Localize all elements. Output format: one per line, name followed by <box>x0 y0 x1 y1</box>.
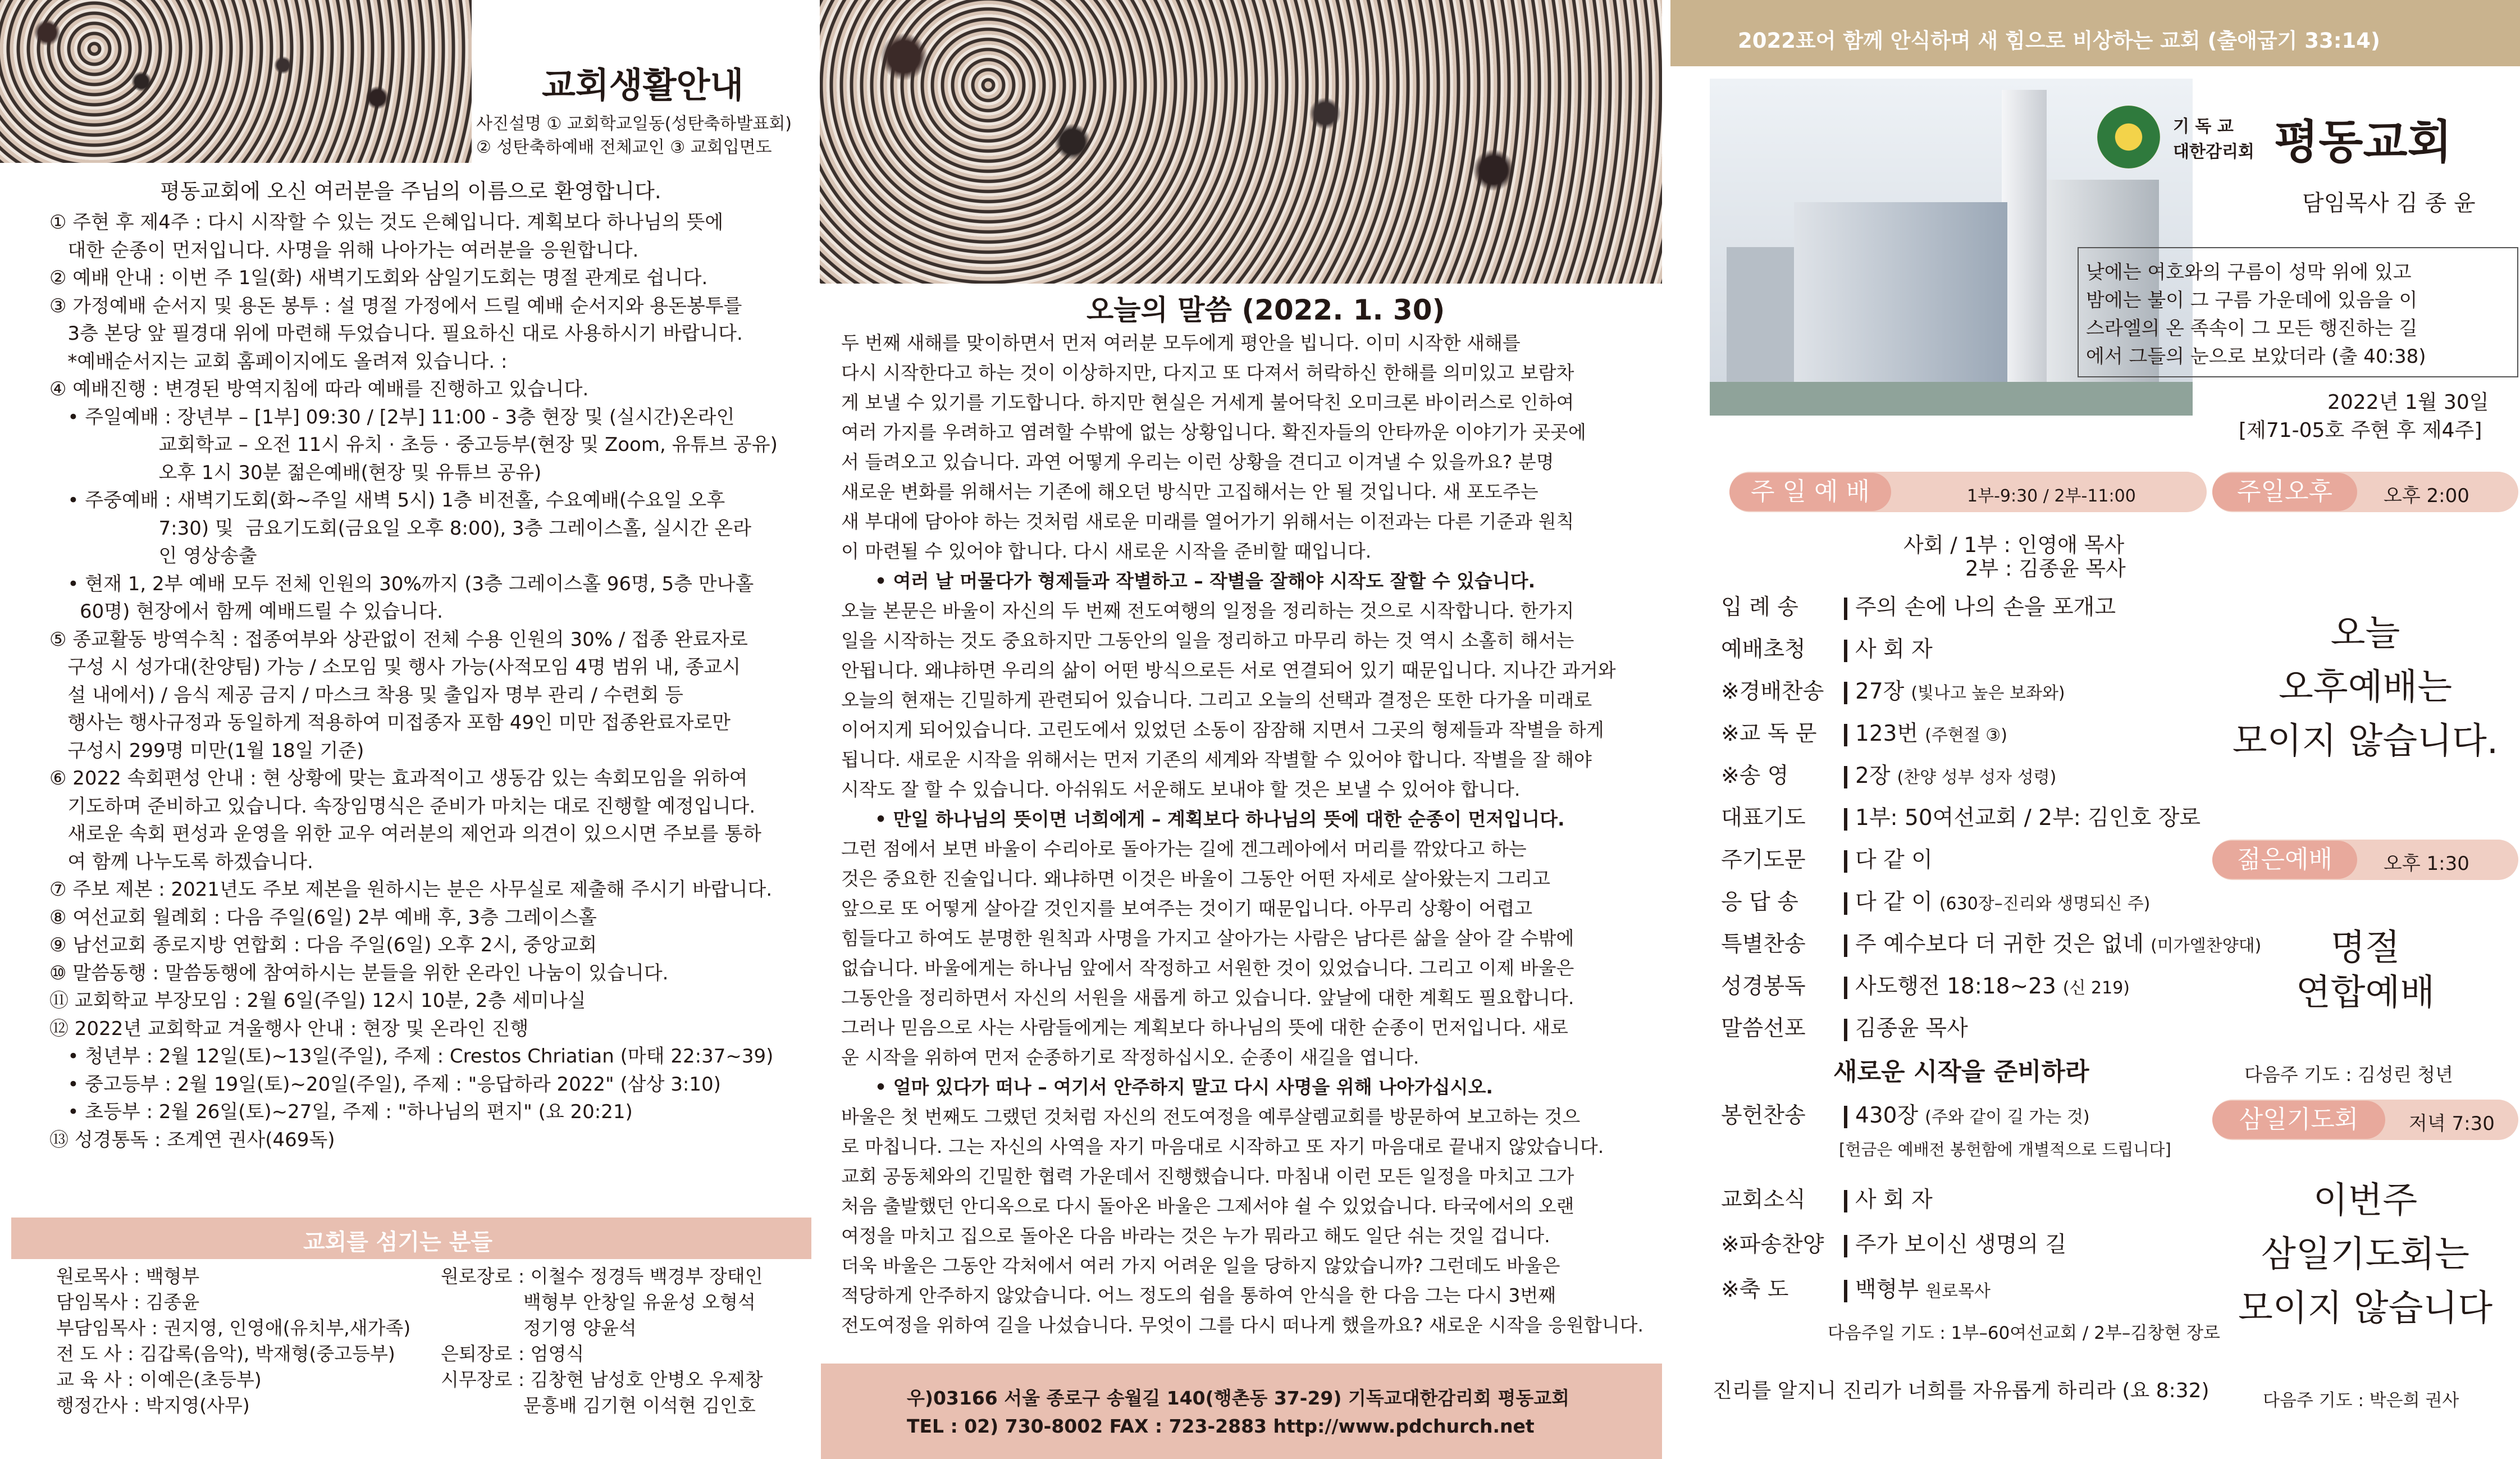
announcement-line: ⑬ 성경통독 : 조계연 권사(469독) <box>49 1128 335 1151</box>
church-logo <box>2097 106 2160 168</box>
order-separator <box>1844 724 1847 746</box>
announcement-line: ⑨ 남선교회 종로지방 연합회 : 다음 주일(6일) 오후 2시, 중앙교회 <box>49 934 597 956</box>
order-item-value: 주가 보이신 생명의 길 <box>1855 1232 2067 1257</box>
worship-order-item <box>1721 590 2116 621</box>
afternoon-worship-time: 오후 2:00 <box>2384 485 2469 507</box>
young-notice-line: 연합예배 <box>2295 972 2435 1014</box>
order-item-note: (빛나고 높은 보좌와) <box>1911 683 2065 703</box>
worship-order-item <box>1721 758 2056 790</box>
worship-order-item <box>1721 1098 2090 1129</box>
wednesday-notice-line: 모이지 않습니다 <box>2238 1288 2493 1329</box>
announcement-line: ⑤ 종교활동 방역수칙 : 접종여부와 상관없이 전체 수용 인원의 30% / 접종 완료자로 <box>49 628 748 651</box>
announcement-line: ⑪ 교회학교 부장모임 : 2월 6일(주일) 12시 10분, 2층 세미나실 <box>49 990 586 1012</box>
worship-order-item <box>1721 927 2261 958</box>
servant-line: 은퇴장로 : 엄영식 <box>441 1343 585 1365</box>
order-item-value: 백형부 <box>1855 1277 1919 1302</box>
sermon-line: 일을 시작하는 것도 중요하지만 그동안의 일을 정리하고 마무리 하는 것 역시 소홀히 해서는 <box>841 630 1574 651</box>
announcement-line: ⑥ 2022 속회편성 안내 : 현 상황에 맞는 효과적이고 생동감 있는 속회모임을 위하여 <box>49 767 748 790</box>
motto-text: 2022표어 함께 안식하며 새 힘으로 비상하는 교회 (출애굽기 33:14) <box>1738 29 2380 53</box>
order-item-label: ※교 독 문 <box>1721 721 1817 746</box>
sermon-line: 처음 출발했던 안디옥으로 다시 돌아온 바울은 그제서야 쉴 수 있었습니다. 타국에서의 오랜 <box>841 1195 1574 1217</box>
worship-order-item <box>1721 1272 1991 1303</box>
offering-note: [헌금은 예배전 봉헌함에 개별적으로 드립니다] <box>1839 1140 2171 1159</box>
announcement-line: • 현재 1, 2부 예배 모두 전체 인원의 30%까지 (3층 그레이스홀 96명, 5층 만나홀 <box>49 572 754 595</box>
announcement-line: • 주중예배 : 새벽기도회(화~주일 새벽 5시) 1층 비전홀, 수요예배(수요일 오후 <box>49 489 725 512</box>
announcement-line: 구성 시 성가대(찬양팀) 가능 / 소모임 및 행사 가능(사적모임 4명 범위 내, 종교시 <box>49 656 741 678</box>
sunday-worship-label: 주 일 예 배 <box>1729 473 1891 511</box>
announcement-line: *예배순서지는 교회 홈페이지에도 올려져 있습니다. : <box>49 350 508 373</box>
servant-line: 문흥배 김기현 이석현 김인호 <box>441 1394 756 1416</box>
announcement-line: ⑩ 말씀동행 : 말씀동행에 참여하시는 분들을 위한 온라인 나눔이 있습니다. <box>49 961 669 984</box>
announcement-line: 대한 순종이 먼저입니다. 사명을 위해 나아가는 여러분을 응원합니다. <box>49 239 639 262</box>
order-item-value: 사 회 자 <box>1855 637 1933 662</box>
announcement-line: 교회학교 – 오전 11시 유치 · 초등 · 중고등부(현장 및 Zoom, 유튜브 공유) <box>49 434 778 456</box>
order-item-note: (미가엘찬양대) <box>2151 936 2262 956</box>
order-item-label: 주기도문 <box>1721 847 1806 873</box>
sermon-line: 그런 점에서 보면 바울이 수리아로 돌아가는 길에 겐그레아에서 머리를 깎았다고 하는 <box>841 838 1527 860</box>
sermon-line: 오늘의 현재는 긴밀하게 관련되어 있습니다. 그리고 오늘의 선택과 결정은 또한 다가올 미래로 <box>841 689 1592 711</box>
order-item-label: ※축 도 <box>1721 1277 1789 1302</box>
order-separator <box>1844 1106 1847 1128</box>
order-item-label: 봉헌찬송 <box>1721 1103 1806 1128</box>
order-item-value: 주의 손에 나의 손을 포개고 <box>1855 595 2116 620</box>
sermon-line: 게 보낼 수 있기를 기도합니다. 하지만 현실은 거세게 불어닥친 오미크론 바이러스로 인하여 <box>841 391 1574 413</box>
sermon-line: • 얼마 있다가 떠나 – 여기서 안주하지 말고 다시 사명을 위해 나아가십시오. <box>875 1076 1493 1098</box>
denomination-line1: 기 독 교 <box>2173 117 2234 136</box>
order-item-label: 입 례 송 <box>1721 595 1798 620</box>
worship-order-item <box>1721 842 1933 874</box>
announcement-line: ③ 가정예배 순서지 및 용돈 봉투 : 설 명절 가정에서 드릴 예배 순서지와 용돈봉투를 <box>49 294 742 317</box>
worship-order-item <box>1721 1182 1933 1214</box>
order-item-value: 사 회 자 <box>1855 1187 1933 1212</box>
order-item-value: 2장 <box>1855 763 1891 788</box>
announcement-line: • 주일예배 : 장년부 – [1부] 09:30 / [2부] 11:00 - 3층 현장 및 (실시간)온라인 <box>49 405 735 428</box>
order-item-label: 교회소식 <box>1721 1187 1806 1212</box>
photo-christmas-service <box>820 0 1662 284</box>
servant-line: 백형부 안창일 유윤성 오형석 <box>441 1291 756 1313</box>
sermon-line: 그러나 믿음으로 사는 사람들에게는 계획보다 하나님의 뜻에 대한 순종이 먼저입니다. 새로 <box>841 1016 1568 1038</box>
worship-order-item <box>1721 969 2130 1000</box>
worship-order-item <box>1721 632 1933 663</box>
order-item-label: ※파송찬양 <box>1721 1232 1824 1257</box>
announcement-line: ① 주현 후 제4주 : 다시 시작할 수 있는 것도 은혜입니다. 계획보다 하나님의 뜻에 <box>49 211 724 234</box>
page-title: 교회생활안내 <box>542 66 744 105</box>
sermon-line: • 만일 하나님의 뜻이면 너희에게 – 계획보다 하나님의 뜻에 대한 순종이 먼저입니다. <box>875 808 1565 830</box>
order-item-note: (주현절 ③) <box>1925 726 2007 745</box>
sermon-line: 교회 공동체와의 긴밀한 협력 가운데서 진행했습니다. 마침내 이런 모든 일정을 마치고 그가 <box>841 1165 1574 1187</box>
announcement-line: 설 내에서) / 음식 제공 금지 / 마스크 착용 및 출입자 명부 관리 / 수련회 등 <box>49 683 683 706</box>
verse-line: 밤에는 불이 그 구름 가운데에 있음을 이 <box>2086 289 2418 312</box>
footer-band <box>821 1364 1662 1459</box>
announcement-line: ⑫ 2022년 교회학교 겨울행사 안내 : 현장 및 온라인 진행 <box>49 1017 529 1040</box>
sermon-title-cover: 새로운 시작을 준비하라 <box>1833 1057 2089 1086</box>
servants-left-list <box>56 1264 410 1419</box>
order-item-value: 1부: 50여선교회 / 2부: 김인호 장로 <box>1855 805 2201 831</box>
sermon-line: 여정을 마치고 집으로 돌아온 다음 바라는 것은 누가 뭐라고 해도 일단 쉬는 것일 겁니다. <box>841 1225 1550 1247</box>
verse-line: 낮에는 여호와의 구름이 성막 위에 있고 <box>2086 261 2412 284</box>
photo-sunday-school <box>0 0 472 163</box>
young-notice-line: 명절 <box>2330 927 2400 969</box>
announcement-line: 60명) 현장에서 함께 예배드릴 수 있습니다. <box>49 600 443 623</box>
order-separator <box>1844 850 1847 873</box>
order-item-value: 김종윤 목사 <box>1855 1016 1968 1041</box>
next-week-prayer: 다음주일 기도 : 1부–60여선교회 / 2부–김창현 장로 <box>1828 1323 2220 1343</box>
order-separator <box>1844 640 1847 662</box>
announcement-list <box>49 209 813 1154</box>
sermon-line: 여러 가지를 우려하고 염려할 수밖에 없는 상황입니다. 확진자들의 안타까운 이야기가 곳곳에 <box>841 421 1586 443</box>
announcement-line: 행사는 행사규정과 동일하게 적용하여 미접종자 포함 49인 미만 접종완료자로만 <box>49 712 731 734</box>
order-item-label: 응 답 송 <box>1721 890 1798 915</box>
presider-1: 사회 / 1부 : 인영애 목사 <box>1903 533 2125 557</box>
wednesday-prayer-time: 저녁 7:30 <box>2409 1113 2495 1135</box>
servant-line: 시무장로 : 김창현 남성호 안병오 우제창 <box>441 1369 763 1390</box>
order-item-value: 430장 <box>1855 1103 1919 1128</box>
welcome-text: 평동교회에 오신 여러분을 주님의 이름으로 환영합니다. <box>160 179 661 203</box>
order-separator <box>1844 766 1847 788</box>
servant-line: 원로장로 : 이철수 정경득 백경부 장태인 <box>441 1265 763 1287</box>
sermon-line: 이 마련될 수 있어야 합니다. 다시 새로운 시작을 준비할 때입니다. <box>841 540 1372 562</box>
sermon-line: 안됩니다. 왜냐하면 우리의 삶이 어떤 방식으로든 서로 연결되어 있기 때문입니다. 지나간 과거와 <box>841 659 1616 681</box>
order-item-note: (주와 같이 길 가는 것) <box>1925 1107 2090 1127</box>
servant-line: 부담임목사 : 권지영, 인영애(유치부,새가족) <box>56 1317 411 1339</box>
cover-verse <box>2086 258 2426 371</box>
announcement-line: 인 영상송출 <box>49 545 257 567</box>
photo-caption-2: ② 성탄축하예배 전체교인 ③ 교회입면도 <box>476 138 772 157</box>
order-item-value: 123번 <box>1855 721 1919 746</box>
worship-order <box>1721 590 2262 1041</box>
servant-line: 담임목사 : 김종윤 <box>56 1291 200 1313</box>
sermon-line: 바울은 첫 번째도 그랬던 것처럼 자신의 전도여정을 예루살렘교회를 방문하여 보고하는 것으 <box>841 1106 1581 1128</box>
sermon-line: 앞으로 또 어떻게 살아갈 것인지를 보여주는 것이기 때문입니다. 아무리 상황이 어렵고 <box>841 897 1533 919</box>
announcement-line: 여 함께 나누도록 하겠습니다. <box>49 850 313 873</box>
order-separator <box>1844 977 1847 999</box>
order-item-label: 말씀선포 <box>1721 1016 1806 1041</box>
worship-order-item <box>1721 884 2150 916</box>
pastor-name: 담임목사 김 종 윤 <box>2302 190 2476 216</box>
bulletin-date: 2022년 1월 30일 <box>2327 391 2489 414</box>
order-item-note: (630장–진리와 생명되신 주) <box>1939 894 2151 914</box>
sermon-line: 더욱 바울은 그동안 각처에서 여러 가지 어려운 일을 당하지 않았습니까? 그런데도 바울은 <box>841 1255 1560 1276</box>
order-separator <box>1844 598 1847 620</box>
sermon-line: 두 번째 새해를 맞이하면서 먼저 여러분 모두에게 평안을 빕니다. 이미 시작한 새해를 <box>841 332 1521 354</box>
order-item-value: 다 같 이 <box>1855 890 1933 915</box>
afternoon-worship-label: 주일오후 <box>2212 473 2357 511</box>
sermon-line: 운 시작을 위하여 먼저 순종하기로 작정하십시오. 순종이 새길을 엽니다. <box>841 1046 1419 1068</box>
order-separator <box>1844 934 1847 957</box>
order-item-label: 성경봉독 <box>1721 974 1806 999</box>
announcement-line: ⑧ 여선교회 월례회 : 다음 주일(6일) 2부 예배 후, 3층 그레이스홀 <box>49 906 597 929</box>
announcement-line: 기도하며 준비하고 있습니다. 속장임명식은 준비가 마치는 대로 진행할 예정입니다. <box>49 795 756 818</box>
order-item-value: 27장 <box>1855 679 1905 704</box>
sermon-line: 새 부대에 담아야 하는 것처럼 새로운 미래를 열어가기 위해서는 이전과는 다른 기준과 원칙 <box>841 510 1574 532</box>
young-notice <box>2212 925 2518 1015</box>
announcement-line: 7:30) 및 금요기도회(금요일 오후 8:00), 3층 그레이스홀, 실시간 온라 <box>49 517 752 540</box>
sermon-line: 로 마칩니다. 그는 자신의 사역을 자기 마음대로 시작하고 또 자기 마음대로 끝내지 않았습니다. <box>841 1136 1604 1157</box>
wednesday-notice-line: 이번주 <box>2313 1180 2418 1221</box>
worship-order-item <box>1721 1227 2066 1259</box>
order-separator <box>1844 1280 1847 1302</box>
order-item-value: 주 예수보다 더 귀한 것은 없네 <box>1855 932 2144 957</box>
order-item-note: (찬양 성부 성자 성령) <box>1897 768 2057 787</box>
sunday-worship-time: 1부-9:30 / 2부-11:00 <box>1967 486 2136 506</box>
order-item-value: 사도행전 18:18~23 <box>1855 974 2056 999</box>
worship-order-offering <box>1721 1098 2204 1132</box>
order-separator <box>1844 1190 1847 1212</box>
verse-line: 스라엘의 온 족속이 그 모든 행진하는 길 <box>2086 317 2418 340</box>
sermon-line: 이어지게 되어있습니다. 고린도에서 있었던 소동이 잠잠해 지면서 그곳의 형제들과 작별을 하게 <box>841 719 1604 741</box>
young-next-prayer: 다음주 기도 : 김성린 청년 <box>2244 1064 2453 1086</box>
servants-right-list <box>441 1264 763 1419</box>
order-item-label: ※송 영 <box>1721 763 1789 788</box>
sermon-line: 그동안을 정리하면서 자신의 서원을 새롭게 하고 있습니다. 앞날에 대한 계획도 필요합니다. <box>841 987 1574 1009</box>
sermon-line: • 여러 날 머물다가 형제들과 작별하고 – 작별을 잘해야 시작도 잘할 수 있습니다. <box>875 570 1536 592</box>
announcement-line: 오후 1시 30분 젊은예배(현장 및 유튜브 공유) <box>49 461 542 484</box>
servant-line: 정기영 양윤석 <box>441 1317 637 1339</box>
sermon-line: 다시 시작한다고 하는 것이 이상하지만, 다지고 또 다져서 허락하신 한해를 의미있고 보람차 <box>841 362 1574 384</box>
worship-order-item <box>1721 1011 1968 1042</box>
servants-title: 교회를 섬기는 분들 <box>303 1229 492 1255</box>
young-worship-time: 오후 1:30 <box>2384 852 2469 875</box>
servant-line: 교 육 사 : 이예은(초등부) <box>56 1369 262 1390</box>
order-separator <box>1844 1235 1847 1257</box>
afternoon-notice-line: 오늘 <box>2330 613 2400 654</box>
announcement-line: • 청년부 : 2월 12일(토)~13일(주일), 주제 : Crestos Chriatian (마태 22:37~39) <box>49 1045 774 1068</box>
announcement-line: ⑦ 주보 제본 : 2021년도 주보 제본을 원하시는 분은 사무실로 제출해 주시기 바랍니다. <box>49 878 773 901</box>
wednesday-notice <box>2212 1174 2518 1335</box>
sermon-title: 오늘의 말씀 (2022. 1. 30) <box>1086 294 1445 326</box>
order-separator <box>1844 808 1847 831</box>
worship-order-item <box>1721 800 2201 832</box>
church-name: 평동교회 <box>2274 117 2452 168</box>
order-separator <box>1844 1019 1847 1041</box>
young-worship-label: 젊은예배 <box>2212 841 2357 879</box>
closing-verse: 진리를 알지니 진리가 너희를 자유롭게 하리라 (요 8:32) <box>1713 1379 2209 1402</box>
sermon-line: 새로운 변화를 위해서는 기존에 해오던 방식만 고집해서는 안 될 것입니다. 새 포도주는 <box>841 481 1539 503</box>
afternoon-notice-line: 모이지 않습니다. <box>2232 721 2499 762</box>
sermon-line: 힘들다고 하여도 분명한 원칙과 사명을 가지고 살아가는 사람은 남다른 삶을 살아 갈 수밖에 <box>841 927 1574 949</box>
worship-order-closing <box>1721 1182 2204 1317</box>
announcement-line: • 초등부 : 2월 26일(토)~27일, 주제 : "하나님의 편지" (요 20:21) <box>49 1101 633 1123</box>
order-separator <box>1844 682 1847 704</box>
church-address: 우)03166 서울 종로구 송월길 140(행촌동 37-29) 기독교대한감리회 평동교회 <box>907 1387 1569 1409</box>
order-item-label: 특별찬송 <box>1721 932 1806 957</box>
wednesday-notice-line: 삼일기도회는 <box>2261 1234 2469 1275</box>
servant-line: 전 도 사 : 김갑록(음악), 박재형(중고등부) <box>56 1343 395 1365</box>
sermon-line: 됩니다. 새로운 시작을 위해서는 먼저 기존의 세계와 작별할 수 있어야 합니다. 작별을 잘 해야 <box>841 749 1592 770</box>
worship-order-item <box>1721 674 2065 705</box>
afternoon-notice-line: 오후예배는 <box>2278 667 2453 708</box>
announcement-line: • 중고등부 : 2월 19일(토)~20일(주일), 주제 : "응답하라 2022" (삼상 3:10) <box>49 1073 721 1096</box>
sermon-line: 시작도 잘 할 수 있습니다. 아쉬워도 서운해도 보내야 할 것은 보낼 수 있어야 합니다. <box>841 778 1521 800</box>
wednesday-prayer-label: 삼일기도회 <box>2212 1101 2385 1139</box>
sermon-line: 전도여정을 위하여 길을 나섰습니다. 무엇이 그를 다시 떠나게 했을까요? 새로운 시작을 응원합니다. <box>841 1314 1644 1336</box>
order-item-note: (신 219) <box>2062 978 2130 998</box>
sermon-line: 서 들려오고 있습니다. 과연 어떻게 우리는 이런 상황을 견디고 이겨낼 수 있을까요? 분명 <box>841 451 1554 473</box>
order-item-label: ※경배찬송 <box>1721 679 1824 704</box>
photo-caption-1: 사진설명 ① 교회학교일동(성탄축하발표회) <box>476 114 792 134</box>
church-contact: TEL : 02) 730-8002 FAX : 723-2883 http://www.pdchurch.net <box>907 1415 1535 1437</box>
sermon-body <box>841 328 1661 1340</box>
afternoon-notice <box>2212 607 2518 768</box>
order-item-value: 다 같 이 <box>1855 847 1933 873</box>
order-item-note: 원로목사 <box>1925 1282 1991 1301</box>
worship-order-item <box>1721 716 2007 747</box>
order-item-label: 예배초청 <box>1721 637 1806 662</box>
presider-2: 2부 : 김종윤 목사 <box>1965 557 2126 581</box>
announcement-line: ② 예배 안내 : 이번 주 1일(화) 새벽기도회와 삼일기도회는 명절 관계로 쉽니다. <box>49 267 708 289</box>
announcement-line: 3층 본당 앞 필경대 위에 마련해 두었습니다. 필요하신 대로 사용하시기 바랍니다. <box>49 322 743 345</box>
announcement-line: ④ 예배진행 : 변경된 방역지침에 따라 예배를 진행하고 있습니다. <box>49 378 589 400</box>
servant-line: 행정간사 : 박지영(사무) <box>56 1394 250 1416</box>
announcement-line: 새로운 속회 편성과 운영을 위한 교우 여러분의 제언과 의견이 있으시면 주보를 통하 <box>49 823 761 845</box>
sermon-line: 오늘 본문은 바울이 자신의 두 번째 전도여행의 일정을 정리하는 것으로 시작합니다. 한가지 <box>841 600 1574 622</box>
sermon-line: 적당하게 안주하지 않았습니다. 어느 정도의 쉼을 통하여 안식을 한 다음 그는 다시 3번째 <box>841 1284 1556 1306</box>
sermon-line: 것은 중요한 진술입니다. 왜냐하면 이것은 바울이 그동안 어떤 자세로 살아왔는지 그리고 <box>841 868 1550 890</box>
order-separator <box>1844 892 1847 915</box>
sermon-line: 없습니다. 바울에게는 하나님 앞에서 작정하고 서원한 것이 있었습니다. 그리고 이제 바울은 <box>841 957 1574 979</box>
announcement-line: 구성시 299명 미만(1월 18일 기준) <box>49 739 364 762</box>
wednesday-next-prayer: 다음주 기도 : 박은희 권사 <box>2263 1390 2459 1411</box>
denomination-line2: 대한감리회 <box>2173 142 2254 162</box>
bulletin-week: [제71-05호 주현 후 제4주] <box>2239 419 2482 442</box>
verse-line: 에서 그들의 눈으로 보았더라 (출 40:38) <box>2086 345 2426 368</box>
order-item-label: 대표기도 <box>1721 805 1806 831</box>
servant-line: 원로목사 : 백형부 <box>56 1265 200 1287</box>
